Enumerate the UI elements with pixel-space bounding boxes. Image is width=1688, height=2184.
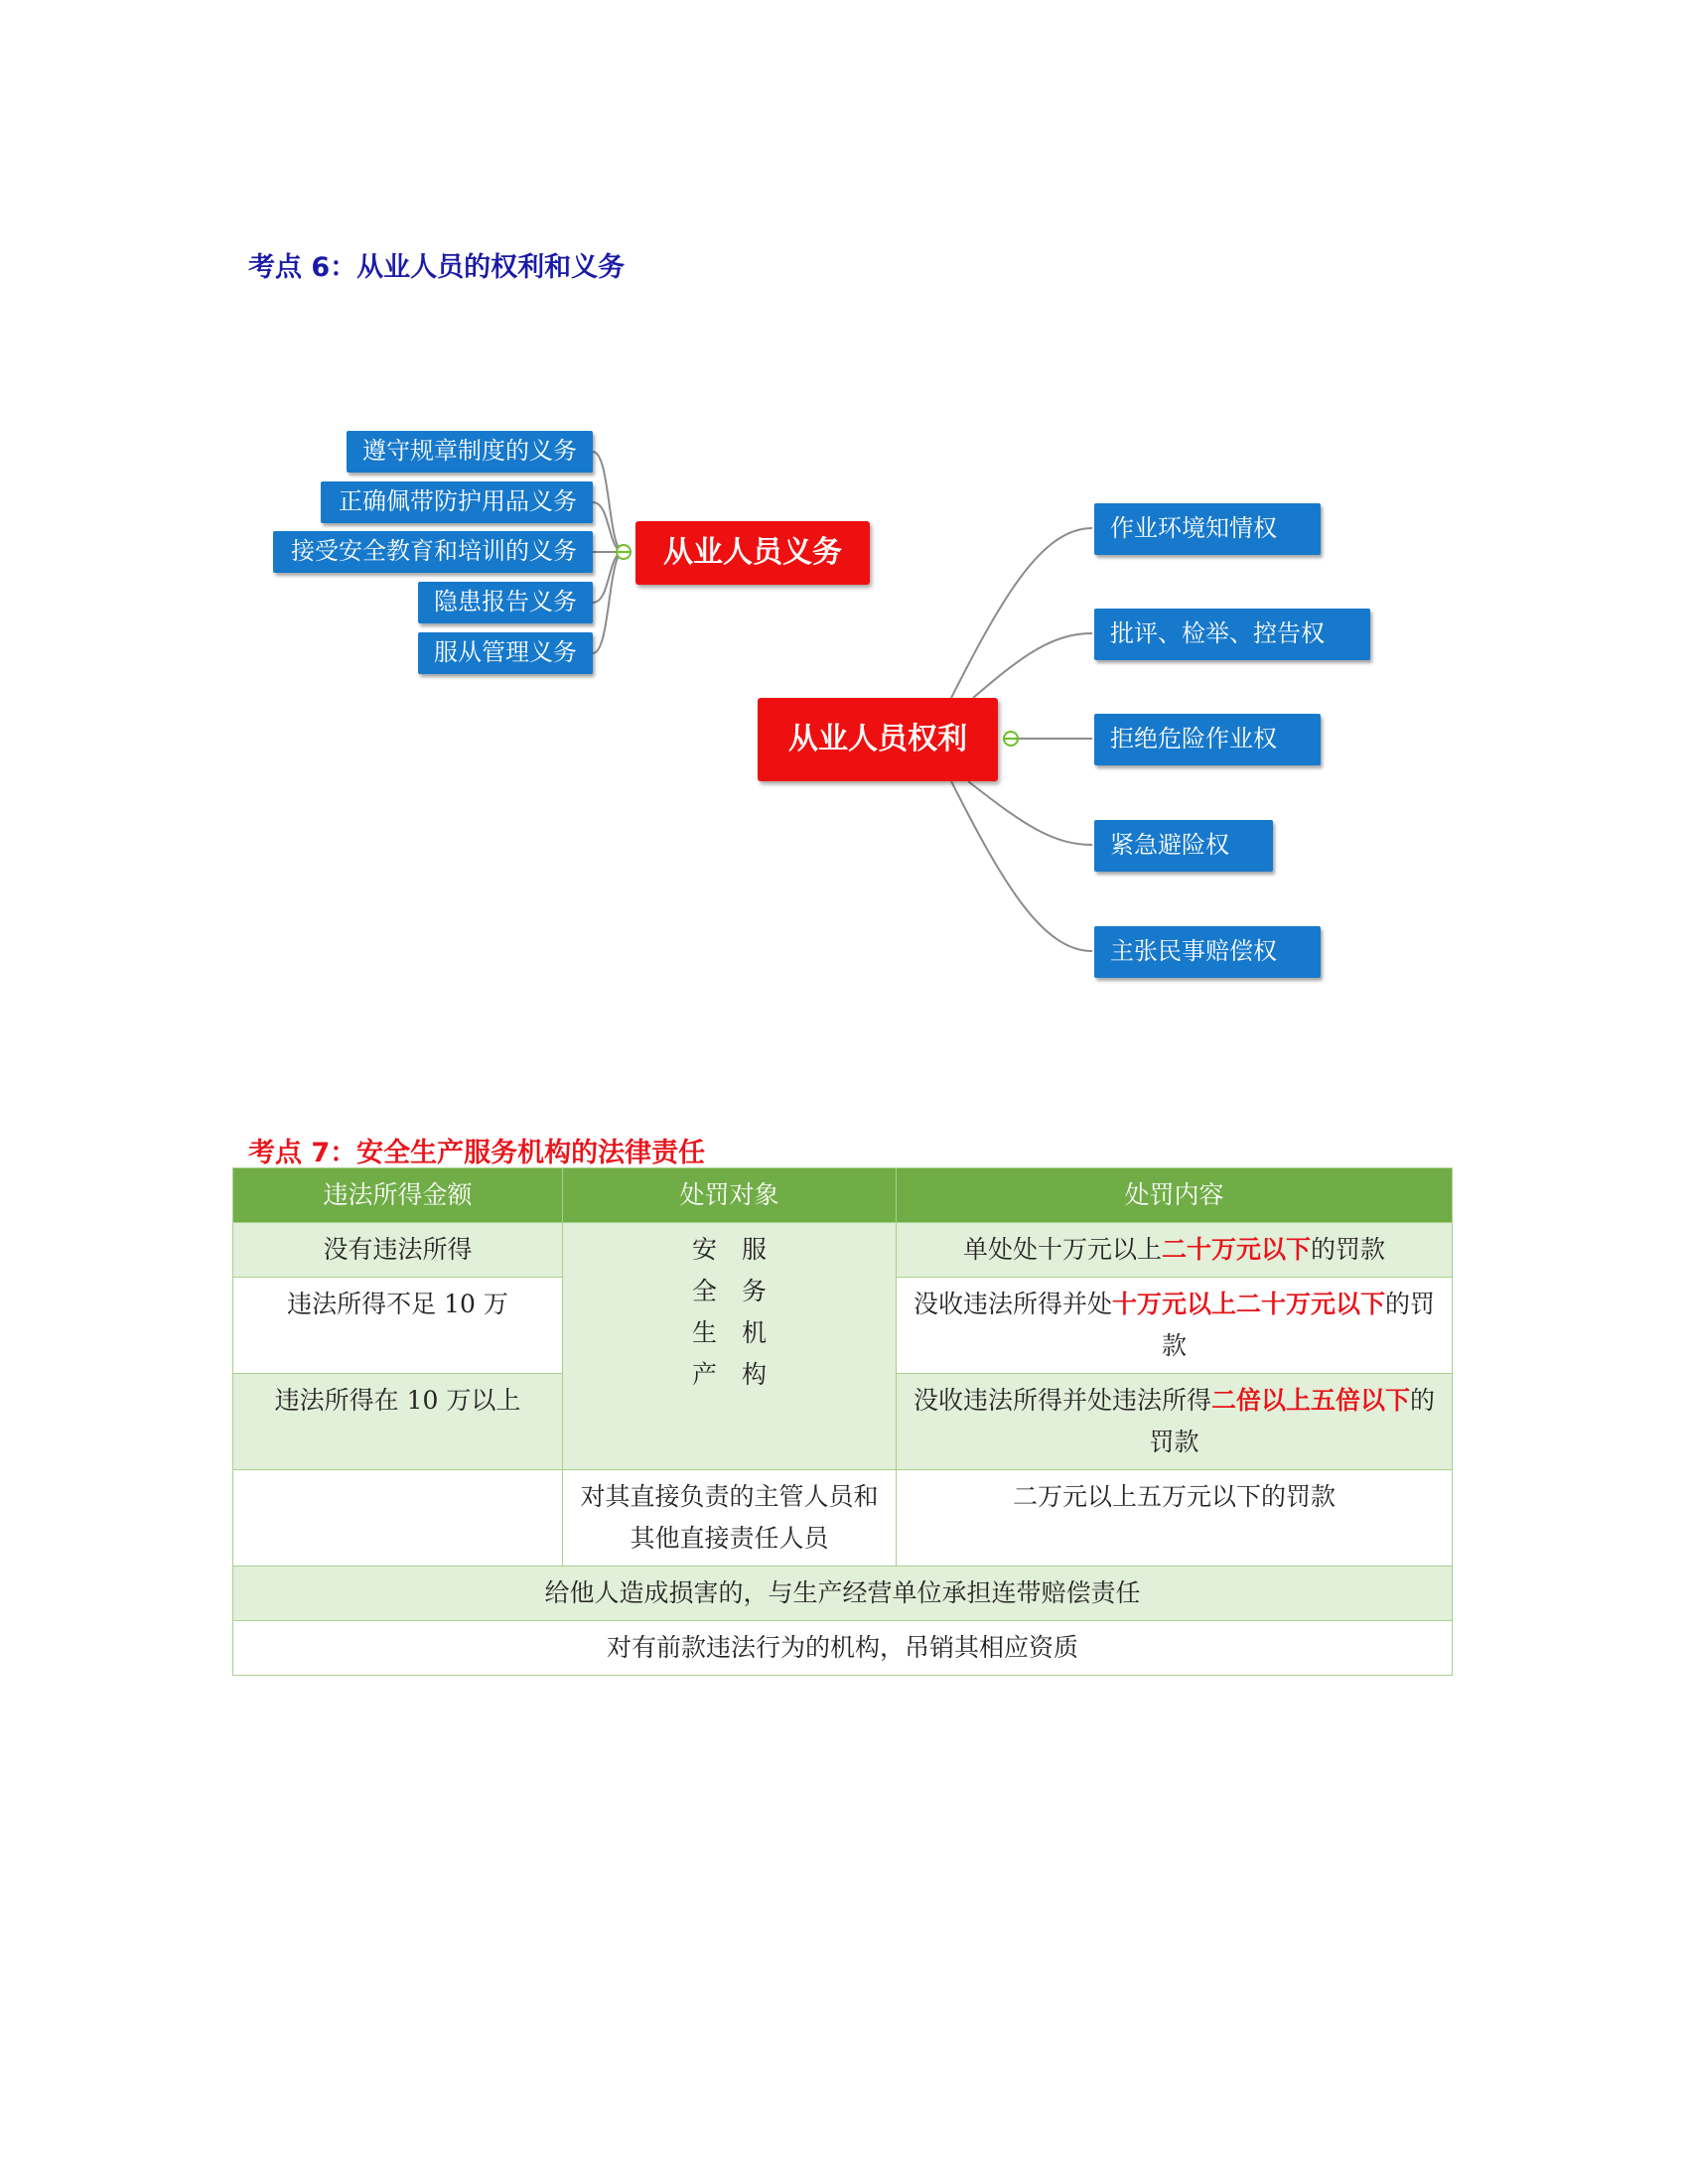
amount-cell: 违法所得在 10 万以上 — [233, 1374, 563, 1470]
revoke-cell: 对有前款违法行为的机构，吊销其相应资质 — [233, 1621, 1453, 1676]
header-content: 处罚内容 — [897, 1168, 1453, 1223]
table-row — [233, 1223, 1453, 1278]
content-highlight: 十万元以上二十万元以下 — [1111, 1290, 1385, 1318]
liability-table — [232, 1167, 1453, 1676]
connector-duty-2 — [593, 502, 624, 552]
amount-cell: 没有违法所得 — [233, 1223, 563, 1278]
header-amount: 违法所得金额 — [233, 1168, 563, 1223]
subject-line: 产 构 — [691, 1360, 767, 1389]
duty-node-4: 隐患报告义务 — [418, 582, 593, 623]
content-text: 的罚款 — [1149, 1386, 1436, 1456]
subject-cell-person: 对其直接负责的主管人员和其他直接责任人员 — [563, 1470, 897, 1567]
duty-node-2: 正确佩带防护用品义务 — [321, 481, 593, 523]
content-highlight: 二倍以上五倍以下 — [1210, 1386, 1410, 1415]
duty-node-5: 服从管理义务 — [418, 632, 593, 674]
connector-duty-5 — [593, 552, 624, 653]
duties-center-node: 从业人员义务 — [635, 521, 870, 585]
connector-right-4 — [968, 781, 1092, 845]
right-node-5: 主张民事赔偿权 — [1094, 926, 1321, 978]
content-text: 没收违法所得并处违法所得 — [913, 1386, 1211, 1415]
header-subject: 处罚对象 — [563, 1168, 897, 1223]
subject-line: 全 务 — [691, 1277, 767, 1305]
subject-line: 生 机 — [691, 1318, 767, 1347]
content-text: 没收违法所得并处 — [913, 1290, 1112, 1318]
table-row — [233, 1567, 1453, 1621]
right-node-4: 紧急避险权 — [1094, 820, 1273, 872]
duty-node-3: 接受安全教育和培训的义务 — [273, 531, 593, 573]
content-text: 的罚款 — [1311, 1235, 1386, 1264]
table-header-row — [233, 1168, 1453, 1223]
right-node-3: 拒绝危险作业权 — [1094, 714, 1321, 765]
content-cell — [897, 1278, 1453, 1374]
joint-liability-cell: 给他人造成损害的，与生产经营单位承担连带赔偿责任 — [233, 1567, 1453, 1621]
rights-center-node: 从业人员权利 — [758, 698, 998, 781]
content-cell: 二万元以上五万元以下的罚款 — [897, 1470, 1453, 1567]
amount-cell: 违法所得不足 10 万 — [233, 1278, 563, 1374]
connector-right-2 — [973, 633, 1092, 698]
connector-duty-4 — [593, 552, 624, 603]
section-heading-7: 考点 7：安全生产服务机构的法律责任 — [248, 1138, 706, 1168]
connector-right-5 — [951, 781, 1092, 951]
right-node-2: 批评、检举、控告权 — [1094, 609, 1370, 660]
content-text: 的罚款 — [1161, 1290, 1436, 1360]
table-row — [233, 1470, 1453, 1567]
amount-cell-empty — [233, 1470, 563, 1567]
duty-node-1: 遵守规章制度的义务 — [347, 431, 593, 473]
content-cell — [897, 1374, 1453, 1470]
connector-duty-1 — [593, 452, 624, 552]
connector-right-1 — [951, 528, 1092, 698]
right-node-1: 作业环境知情权 — [1094, 503, 1321, 555]
content-cell — [897, 1223, 1453, 1278]
content-highlight: 二十万元以下 — [1161, 1235, 1311, 1264]
table-row — [233, 1621, 1453, 1676]
subject-line: 安 服 — [691, 1235, 767, 1264]
section-heading-6: 考点 6：从业人员的权利和义务 — [248, 252, 626, 283]
content-text: 单处处十万元以上 — [962, 1235, 1162, 1264]
subject-cell-agency — [563, 1223, 897, 1470]
